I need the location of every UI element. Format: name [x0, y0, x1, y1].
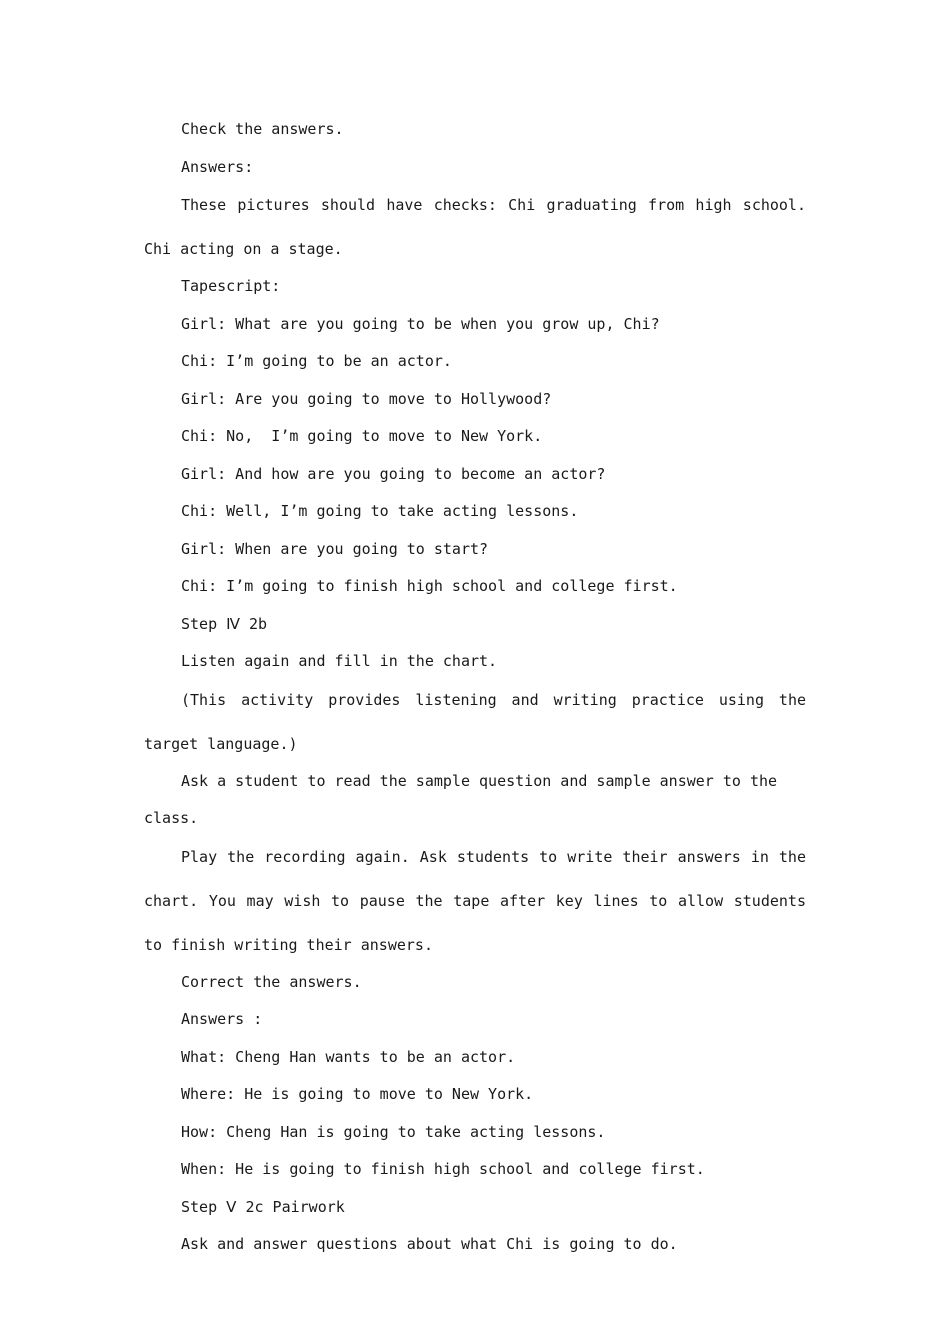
step-heading: Step Ⅳ 2b — [181, 614, 268, 633]
dialogue-line: Girl: What are you going to be when you grow up, Chi? — [181, 314, 660, 333]
step-heading: Step Ⅴ 2c Pairwork — [181, 1197, 345, 1216]
dialogue-line: Chi: Well, I’m going to take acting lessons. — [181, 502, 579, 520]
answer-line: How: Cheng Han is going to take acting lessons. — [181, 1122, 606, 1141]
dialogue-line: Girl: And how are you going to become an actor? — [181, 464, 606, 483]
paragraph: These pictures should have checks: Chi graduating from high school. Chi acting on a stage. — [144, 196, 816, 258]
dialogue-line: Chi: I’m going to be an actor. — [181, 352, 452, 370]
document-body — [144, 111, 816, 1264]
dialogue-line: Chi: No, I’m going to move to New York. — [181, 427, 543, 445]
paragraph: Check the answers. — [181, 120, 344, 138]
paragraph: Ask and answer questions about what Chi is going to do. — [181, 1235, 678, 1253]
dialogue-line: Chi: I’m going to finish high school and college first. — [181, 577, 678, 595]
paragraph: Listen again and fill in the chart. — [181, 652, 498, 670]
paragraph: Ask a student to read the sample question and sample answer to the class. — [144, 771, 787, 827]
answer-line: What: Cheng Han wants to be an actor. — [181, 1047, 516, 1066]
paragraph: (This activity provides listening and writing practice using the target language.) — [144, 690, 816, 753]
paragraph: Correct the answers. — [181, 972, 362, 991]
paragraph: Play the recording again. Ask students to write their answers in the chart. You may wish to pause the tape after key lines to allow students to finish writing their answers. — [144, 847, 816, 954]
paragraph: Answers : — [181, 1010, 263, 1028]
paragraph: Tapescript: — [181, 277, 281, 295]
answer-line: Where: He is going to move to New York. — [181, 1085, 534, 1103]
dialogue-line: Girl: Are you going to move to Hollywood? — [181, 389, 552, 408]
answer-line: When: He is going to finish high school and college first. — [181, 1160, 705, 1178]
dialogue-line: Girl: When are you going to start? — [181, 539, 489, 558]
paragraph: Answers: — [181, 157, 254, 176]
